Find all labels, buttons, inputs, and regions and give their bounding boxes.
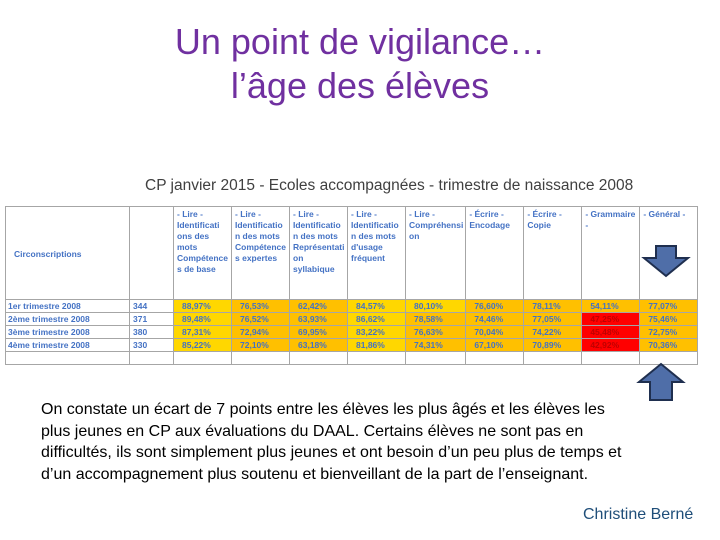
table-empty-row [6, 352, 698, 365]
table-cell: 63,93% [290, 313, 348, 326]
empty-cell [348, 352, 406, 365]
table-cell: 72,94% [232, 326, 290, 339]
empty-cell [290, 352, 348, 365]
table-cell: 69,95% [290, 326, 348, 339]
table-cell: 89,48% [174, 313, 232, 326]
table-cell: 76,53% [232, 300, 290, 313]
header-col: - Lire - Identificatio n des mots d'usage fréquent [348, 207, 406, 300]
table-cell: 70,04% [466, 326, 524, 339]
title-line-2: l’âge des élèves [230, 65, 490, 106]
results-table [5, 206, 698, 365]
row-count: 380 [130, 326, 174, 339]
table-row [6, 339, 698, 352]
table-cell: 74,46% [466, 313, 524, 326]
header-col: - Général - [640, 207, 698, 300]
header-col: - Lire - Identificati ons des mots Compétence s de base [174, 207, 232, 300]
table-cell: 75,46% [640, 313, 698, 326]
header-col: - Lire - Compréhensi on [406, 207, 466, 300]
table-row [6, 313, 698, 326]
table-cell: 70,89% [524, 339, 582, 352]
results-table-container [5, 206, 698, 365]
row-label: 4ème trimestre 2008 [6, 339, 130, 352]
table-cell: 85,22% [174, 339, 232, 352]
table-cell: 80,10% [406, 300, 466, 313]
table-cell: 67,10% [466, 339, 524, 352]
table-cell: 88,97% [174, 300, 232, 313]
table-cell: 47,25% [582, 313, 640, 326]
table-cell: 74,31% [406, 339, 466, 352]
table-cell: 42,92% [582, 339, 640, 352]
empty-cell [582, 352, 640, 365]
table-cell: 62,42% [290, 300, 348, 313]
header-col: - Grammaire - [582, 207, 640, 300]
table-cell: 54,11% [582, 300, 640, 313]
author-name: Christine Berné [583, 506, 694, 523]
empty-cell [406, 352, 466, 365]
empty-cell [466, 352, 524, 365]
table-cell: 77,05% [524, 313, 582, 326]
table-cell: 87,31% [174, 326, 232, 339]
table-row [6, 326, 698, 339]
empty-cell [130, 352, 174, 365]
slide-title [0, 20, 720, 108]
table-header-row [6, 207, 698, 300]
empty-cell [232, 352, 290, 365]
header-count [130, 207, 174, 300]
arrow-up-icon [636, 362, 686, 402]
row-label: 1er trimestre 2008 [6, 300, 130, 313]
table-cell: 86,62% [348, 313, 406, 326]
table-cell: 83,22% [348, 326, 406, 339]
row-count: 371 [130, 313, 174, 326]
table-cell: 72,10% [232, 339, 290, 352]
header-col: - Écrire - Encodage [466, 207, 524, 300]
empty-cell [174, 352, 232, 365]
arrow-down-icon [641, 244, 691, 278]
header-col: - Écrire - Copie [524, 207, 582, 300]
table-cell: 63,18% [290, 339, 348, 352]
row-label: 3ème trimestre 2008 [6, 326, 130, 339]
empty-cell [6, 352, 130, 365]
table-cell: 45,48% [582, 326, 640, 339]
table-cell: 78,11% [524, 300, 582, 313]
table-cell: 76,63% [406, 326, 466, 339]
table-cell: 77,07% [640, 300, 698, 313]
header-col: - Lire - Identificatio n des mots Compétence s expertes [232, 207, 290, 300]
table-cell: 84,57% [348, 300, 406, 313]
table-cell: 78,58% [406, 313, 466, 326]
body-paragraph: On constate un écart de 7 points entre les élèves les plus âgés et les élèves les plus jeunes en CP aux évaluations du DAAL. Certains élèves ne sont pas en difficultés, ils sont simplement plus jeunes et ont besoin d’un peu plus de temps et d’un accompagnement plus soutenu et bienveillant de la part de l’enseignant. [41, 401, 622, 483]
row-label: 2ème trimestre 2008 [6, 313, 130, 326]
header-col: - Lire - Identificatio n des mots Représentati on syllabique [290, 207, 348, 300]
row-count: 344 [130, 300, 174, 313]
empty-cell [524, 352, 582, 365]
header-circonscriptions: Circonscriptions [6, 207, 130, 300]
table-cell: 74,22% [524, 326, 582, 339]
table-heading: CP janvier 2015 - Ecoles accompagnées - trimestre de naissance 2008 [145, 177, 634, 194]
table-cell: 76,60% [466, 300, 524, 313]
table-cell: 76,52% [232, 313, 290, 326]
table-cell: 70,36% [640, 339, 698, 352]
title-line-1: Un point de vigilance… [174, 21, 546, 62]
table-cell: 72,75% [640, 326, 698, 339]
table-row [6, 300, 698, 313]
row-count: 330 [130, 339, 174, 352]
table-cell: 81,86% [348, 339, 406, 352]
